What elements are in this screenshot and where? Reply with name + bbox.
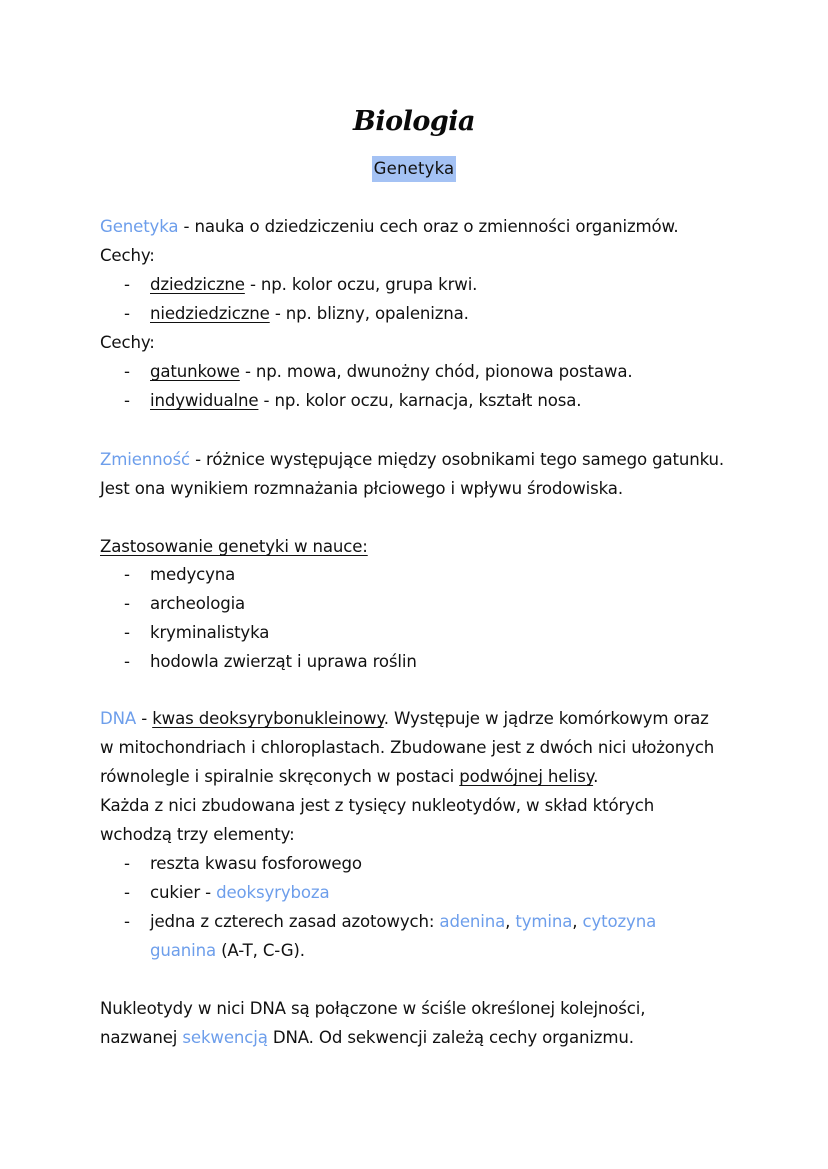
item-text: - np. kolor oczu, karnacja, kształt nosa.	[258, 391, 582, 410]
bullet-dash: -	[124, 362, 130, 381]
term-sekwencja: sekwencją	[182, 1028, 268, 1047]
zmiennosc-line-2: Jest ona wynikiem rozmnażania płciowego i wpływu środowiska.	[100, 479, 623, 498]
line-end: DNA. Od sekwencji zależą cechy organizmu.	[267, 1028, 634, 1047]
term-gatunkowe: gatunkowe	[150, 362, 240, 381]
item-text: - np. mowa, dwunożny chód, pionowa postawa.	[239, 362, 633, 381]
document-title: Biologia	[353, 106, 475, 137]
list-item-element: reszta kwasu fosforowego	[150, 854, 362, 873]
base-pairs: (A-T, C-G).	[215, 941, 305, 960]
bullet-dash: -	[124, 594, 130, 613]
line-start: nazwanej	[100, 1028, 183, 1047]
cechy-label-1: Cechy:	[100, 246, 155, 265]
list-item-element	[150, 882, 329, 904]
item-text: - np. blizny, opalenizna.	[269, 304, 469, 323]
list-item-application: hodowla zwierząt i uprawa roślin	[150, 652, 417, 671]
term-cytozyna: cytozyna	[582, 912, 657, 931]
list-item-gatunkowe	[150, 361, 632, 383]
dna-line-1	[100, 708, 709, 730]
list-item-application: medycyna	[150, 565, 236, 584]
zmiennosc-definition-text: - różnice występujące między osobnikami tego samego gatunku.	[189, 450, 725, 469]
bullet-dash: -	[124, 275, 130, 294]
dna-line-1-rest: . Występuje w jądrze komórkowym oraz	[383, 709, 709, 728]
term-genetyka: Genetyka	[100, 217, 179, 236]
dna-line-4: Każda z nici zbudowana jest z tysięcy nukleotydów, w skład których	[100, 796, 655, 815]
list-item-application: kryminalistyka	[150, 623, 270, 642]
bullet-dash: -	[124, 391, 130, 410]
dna-line-2: w mitochondriach i chloroplastach. Zbudowane jest z dwóch nici ułożonych	[100, 738, 715, 757]
list-item-niedziedziczne	[150, 303, 469, 325]
genetyka-definition	[100, 216, 679, 238]
term-dziedziczne: dziedziczne	[150, 275, 245, 294]
term-indywidualne: indywidualne	[150, 391, 259, 410]
item-prefix: jedna z czterech zasad azotowych:	[150, 912, 440, 931]
term-niedziedziczne: niedziedziczne	[150, 304, 270, 323]
dna-line-3-start: równolegle i spiralnie skręconych w postaci	[100, 767, 460, 786]
zmiennosc-definition	[100, 449, 724, 471]
subtitle-container	[0, 156, 828, 182]
list-item-element-continued	[150, 940, 305, 962]
item-prefix: cukier -	[150, 883, 217, 902]
term-podwojna-helisa: podwójnej helisy	[459, 767, 594, 786]
term-dna: DNA	[100, 709, 137, 728]
nukleotydy-line-2	[100, 1027, 634, 1049]
separator: ,	[572, 912, 583, 931]
term-guanina: guanina	[150, 941, 216, 960]
term-tymina: tymina	[515, 912, 573, 931]
list-item-dziedziczne	[150, 274, 477, 296]
bullet-dash: -	[124, 623, 130, 642]
dna-full-name: kwas deoksyrybonukleinowy	[152, 709, 384, 728]
bullet-dash: -	[124, 565, 130, 584]
separator: ,	[505, 912, 516, 931]
nukleotydy-line-1: Nukleotydy w nici DNA są połączone w ściśle określonej kolejności,	[100, 999, 646, 1018]
document-subtitle-highlighted: Genetyka	[372, 156, 457, 182]
dash: -	[136, 709, 153, 728]
term-zmiennosc: Zmienność	[100, 450, 190, 469]
dna-line-3-end: .	[593, 767, 599, 786]
list-item-element	[150, 911, 656, 933]
bullet-dash: -	[124, 854, 130, 873]
list-item-application: archeologia	[150, 594, 246, 613]
zastosowanie-heading: Zastosowanie genetyki w nauce:	[100, 537, 368, 556]
term-adenina: adenina	[439, 912, 506, 931]
bullet-dash: -	[124, 652, 130, 671]
bullet-dash: -	[124, 883, 130, 902]
dna-line-3	[100, 766, 598, 788]
term-deoksyryboza: deoksyryboza	[216, 883, 330, 902]
dna-line-5: wchodzą trzy elementy:	[100, 825, 295, 844]
item-text: - np. kolor oczu, grupa krwi.	[244, 275, 478, 294]
list-item-indywidualne	[150, 390, 581, 412]
bullet-dash: -	[124, 304, 130, 323]
bullet-dash: -	[124, 912, 130, 931]
cechy-label-2: Cechy:	[100, 333, 155, 352]
genetyka-definition-text: - nauka o dziedziczeniu cech oraz o zmienności organizmów.	[178, 217, 679, 236]
